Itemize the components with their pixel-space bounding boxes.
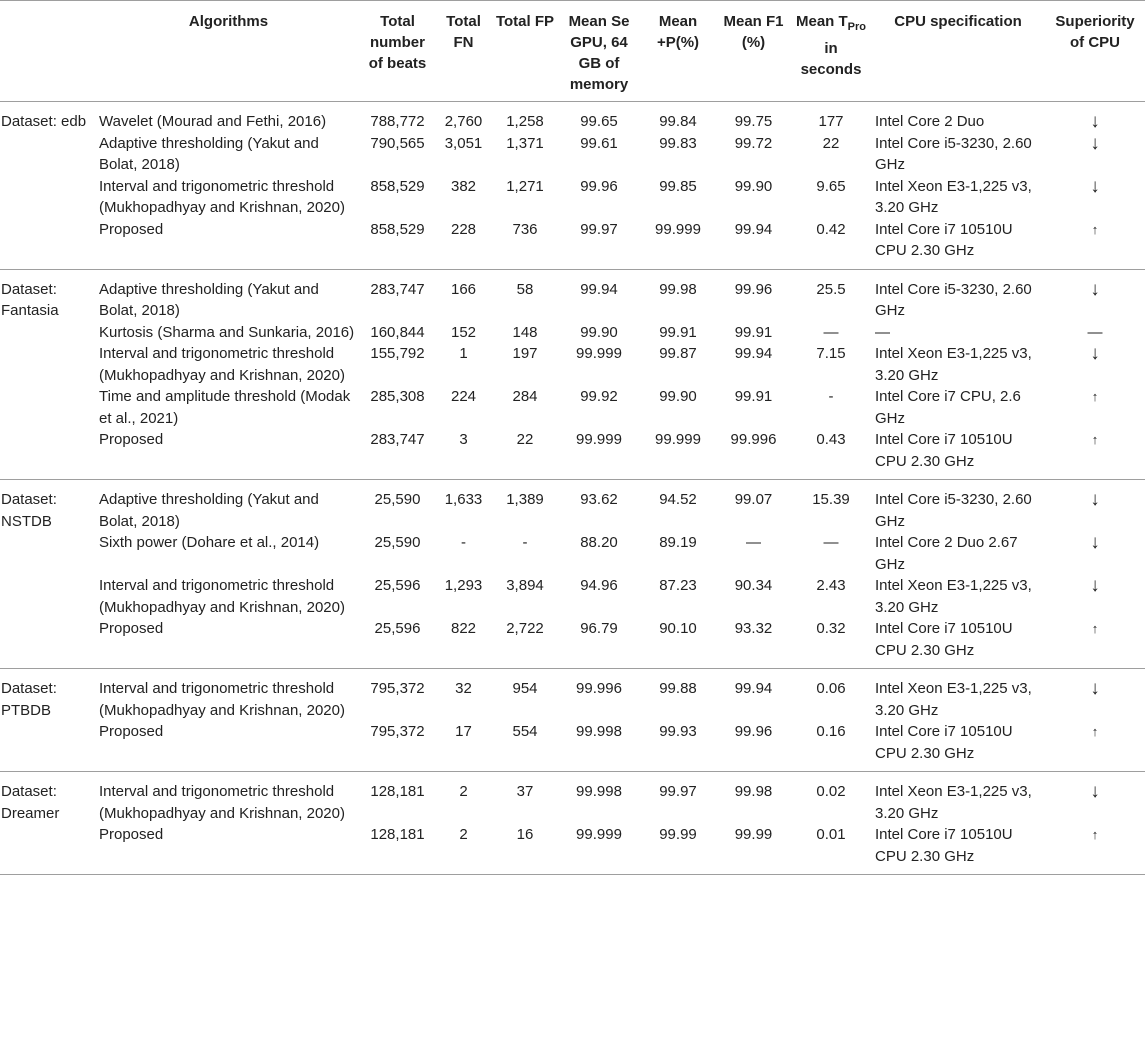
mean-tpro-cell: 0.01 bbox=[816, 826, 846, 843]
mean-se-cell: 99.999 bbox=[576, 826, 622, 843]
cpu-spec-cell: Intel Xeon E3-1,225 v3, 3.20 GHz bbox=[875, 577, 1032, 616]
total-beats-cell: 128,181 bbox=[370, 783, 425, 800]
cpu-spec-cell: Intel Core i7 10510U CPU 2.30 GHz bbox=[875, 826, 1013, 865]
total-fp-cell: 22 bbox=[516, 431, 534, 448]
dataset-label bbox=[0, 386, 97, 429]
superiority-cell: ↑ bbox=[1091, 724, 1099, 739]
cpu-spec-cell: Intel Core i7 10510U CPU 2.30 GHz bbox=[875, 220, 1013, 259]
mean-p-cell: 99.97 bbox=[659, 783, 697, 800]
table-row bbox=[0, 824, 1145, 875]
mean-f1-cell: 93.32 bbox=[734, 620, 773, 637]
mean-tpro-cell: 22 bbox=[822, 134, 840, 152]
table-row bbox=[0, 176, 1145, 219]
superiority-cell: — bbox=[1087, 323, 1103, 341]
cpu-spec-cell: Intel Core i7 10510U CPU 2.30 GHz bbox=[875, 620, 1013, 659]
mean-p-cell: 99.84 bbox=[659, 113, 697, 130]
total-fn-cell: 2 bbox=[459, 783, 468, 800]
total-beats-cell: 160,844 bbox=[370, 323, 425, 341]
mean-tpro-cell: 177 bbox=[818, 113, 844, 130]
total-fn-cell: 228 bbox=[450, 220, 477, 238]
dataset-label bbox=[0, 133, 97, 176]
total-beats-cell: 25,596 bbox=[374, 620, 421, 637]
total-fp-cell: 2,722 bbox=[506, 620, 544, 637]
mean-f1-cell: 90.34 bbox=[734, 577, 773, 594]
table-row bbox=[0, 772, 1145, 825]
mean-p-cell: 99.99 bbox=[659, 826, 697, 843]
superiority-cell: ↓ bbox=[1090, 575, 1100, 596]
algorithm-cell: Interval and trigonometric threshold (Mukhopadhyay and Krishnan, 2020) bbox=[99, 577, 345, 616]
mean-p-cell: 99.87 bbox=[659, 345, 697, 362]
cpu-spec-cell: — bbox=[875, 323, 890, 341]
dataset-group bbox=[0, 772, 1145, 875]
header-superiority: Superiority of CPU bbox=[1055, 13, 1135, 51]
algorithm-cell: Proposed bbox=[99, 220, 164, 238]
cpu-spec-cell: Intel Xeon E3-1,225 v3, 3.20 GHz bbox=[875, 345, 1032, 384]
cpu-spec-cell: Intel Core i5-3230, 2.60 GHz bbox=[875, 280, 1032, 319]
total-beats-cell: 285,308 bbox=[370, 388, 425, 405]
total-beats-cell: 25,590 bbox=[374, 534, 421, 551]
total-fp-cell: 736 bbox=[512, 220, 538, 238]
mean-se-cell: 99.999 bbox=[576, 431, 622, 448]
mean-tpro-cell: 0.32 bbox=[816, 620, 846, 637]
total-fn-cell: 32 bbox=[455, 680, 472, 697]
header-mean-tpro-unit: in seconds bbox=[800, 40, 862, 78]
mean-se-cell: 88.20 bbox=[580, 534, 618, 551]
mean-se-cell: 99.90 bbox=[580, 323, 618, 341]
mean-tpro-cell: - bbox=[828, 388, 834, 405]
mean-se-cell: 99.996 bbox=[576, 680, 622, 697]
mean-se-cell: 99.97 bbox=[580, 220, 618, 238]
total-fn-cell: 382 bbox=[450, 177, 477, 195]
mean-f1-cell: 99.96 bbox=[734, 280, 773, 298]
mean-p-cell: 99.999 bbox=[655, 220, 701, 238]
mean-f1-cell: 99.72 bbox=[734, 134, 773, 152]
dataset-label bbox=[0, 429, 97, 480]
table-row bbox=[0, 721, 1145, 772]
dataset-label: Dataset: Fantasia bbox=[1, 280, 59, 319]
total-fp-cell: 3,894 bbox=[506, 577, 544, 594]
algorithm-cell: Adaptive thresholding (Yakut and Bolat, 2018) bbox=[99, 280, 319, 319]
mean-se-cell: 94.96 bbox=[580, 577, 618, 594]
mean-p-cell: 87.23 bbox=[659, 577, 697, 594]
cpu-spec-cell: Intel Xeon E3-1,225 v3, 3.20 GHz bbox=[875, 680, 1032, 719]
total-beats-cell: 795,372 bbox=[370, 723, 425, 740]
mean-p-cell: 94.52 bbox=[659, 491, 697, 508]
total-beats-cell: 790,565 bbox=[370, 134, 425, 152]
header-mean-se: Mean Se GPU, 64 GB of memory bbox=[568, 13, 630, 93]
header-cpu: CPU specification bbox=[894, 13, 1022, 30]
mean-p-cell: 89.19 bbox=[659, 534, 697, 551]
mean-se-cell: 99.92 bbox=[580, 388, 618, 405]
superiority-cell: ↓ bbox=[1090, 678, 1100, 699]
mean-se-cell: 96.79 bbox=[580, 620, 618, 637]
cpu-spec-cell: Intel Core 2 Duo 2.67 GHz bbox=[875, 534, 1018, 573]
mean-tpro-cell: 9.65 bbox=[816, 177, 846, 195]
total-fp-cell: 554 bbox=[512, 723, 538, 740]
total-fn-cell: 2,760 bbox=[444, 113, 483, 130]
mean-f1-cell: 99.96 bbox=[734, 723, 773, 740]
total-fn-cell: 3 bbox=[459, 431, 468, 448]
total-fn-cell: 152 bbox=[450, 323, 477, 341]
mean-p-cell: 99.88 bbox=[659, 680, 697, 697]
algorithm-cell: Interval and trigonometric threshold (Mukhopadhyay and Krishnan, 2020) bbox=[99, 680, 345, 719]
mean-p-cell: 99.83 bbox=[659, 134, 697, 152]
cpu-spec-cell: Intel Core 2 Duo bbox=[875, 113, 985, 130]
superiority-cell: ↑ bbox=[1091, 621, 1099, 636]
algorithm-cell: Proposed bbox=[99, 826, 164, 843]
table-row bbox=[0, 575, 1145, 618]
total-beats-cell: 128,181 bbox=[370, 826, 425, 843]
dataset-label bbox=[0, 618, 97, 669]
header-mean-tpro-main: Mean T bbox=[795, 13, 848, 30]
total-fp-cell: 1,371 bbox=[506, 134, 544, 152]
total-fp-cell: - bbox=[522, 534, 528, 551]
dataset-group bbox=[0, 102, 1145, 270]
table-row bbox=[0, 269, 1145, 322]
cpu-spec-cell: Intel Core i7 10510U CPU 2.30 GHz bbox=[875, 723, 1013, 762]
superiority-cell: ↓ bbox=[1090, 111, 1100, 132]
superiority-cell: ↑ bbox=[1091, 827, 1099, 842]
superiority-cell: ↓ bbox=[1090, 278, 1100, 300]
total-fp-cell: 1,389 bbox=[506, 491, 544, 508]
cpu-spec-cell: Intel Core i7 CPU, 2.6 GHz bbox=[875, 388, 1021, 427]
mean-p-cell: 99.90 bbox=[659, 388, 697, 405]
total-fp-cell: 1,271 bbox=[506, 177, 544, 195]
superiority-cell: ↑ bbox=[1091, 389, 1099, 404]
table-row bbox=[0, 102, 1145, 133]
mean-tpro-cell: 25.5 bbox=[816, 280, 846, 298]
algorithm-cell: Interval and trigonometric threshold (Mukhopadhyay and Krishnan, 2020) bbox=[99, 783, 345, 822]
algorithm-cell: Kurtosis (Sharma and Sunkaria, 2016) bbox=[99, 323, 355, 341]
cpu-spec-cell: Intel Core i5-3230, 2.60 GHz bbox=[875, 134, 1032, 173]
mean-se-cell: 99.998 bbox=[576, 723, 622, 740]
algorithm-cell: Wavelet (Mourad and Fethi, 2016) bbox=[99, 113, 327, 130]
algorithm-cell: Interval and trigonometric threshold (Mukhopadhyay and Krishnan, 2020) bbox=[99, 345, 345, 384]
mean-tpro-cell: 2.43 bbox=[816, 577, 846, 594]
dataset-label bbox=[0, 824, 97, 875]
algorithm-cell: Proposed bbox=[99, 723, 164, 740]
superiority-cell: ↑ bbox=[1091, 221, 1099, 237]
mean-f1-cell: 99.91 bbox=[734, 323, 773, 341]
total-fn-cell: 3,051 bbox=[444, 134, 483, 152]
algorithm-cell: Proposed bbox=[99, 431, 164, 448]
total-fp-cell: 58 bbox=[516, 280, 534, 298]
total-fn-cell: 1,293 bbox=[444, 577, 483, 594]
dataset-group bbox=[0, 669, 1145, 772]
table-row bbox=[0, 429, 1145, 480]
total-fp-cell: 16 bbox=[516, 826, 534, 843]
dataset-label bbox=[0, 343, 97, 386]
table-row bbox=[0, 386, 1145, 429]
mean-se-cell: 99.61 bbox=[580, 134, 618, 152]
total-beats-cell: 25,590 bbox=[374, 491, 421, 508]
dataset-group bbox=[0, 269, 1145, 480]
algorithm-cell: Proposed bbox=[99, 620, 164, 637]
total-beats-cell: 795,372 bbox=[370, 680, 425, 697]
cpu-spec-cell: Intel Xeon E3-1,225 v3, 3.20 GHz bbox=[875, 783, 1032, 822]
total-fn-cell: 822 bbox=[450, 620, 477, 637]
cpu-spec-cell: Intel Core i5-3230, 2.60 GHz bbox=[875, 491, 1032, 530]
mean-se-cell: 99.998 bbox=[576, 783, 622, 800]
total-fn-cell: 2 bbox=[459, 826, 468, 843]
dataset-label: Dataset: edb bbox=[1, 113, 87, 130]
mean-se-cell: 99.94 bbox=[580, 280, 618, 298]
mean-tpro-cell: 15.39 bbox=[812, 491, 850, 508]
total-beats-cell: 155,792 bbox=[370, 345, 425, 362]
superiority-cell: ↓ bbox=[1090, 489, 1100, 510]
total-fn-cell: 224 bbox=[450, 388, 477, 405]
total-fp-cell: 37 bbox=[516, 783, 534, 800]
total-fp-cell: 197 bbox=[512, 345, 538, 362]
mean-tpro-cell: — bbox=[823, 323, 839, 341]
mean-f1-cell: 99.94 bbox=[734, 680, 773, 697]
mean-f1-cell: 99.996 bbox=[730, 431, 777, 448]
mean-se-cell: 99.65 bbox=[580, 113, 618, 130]
table-row bbox=[0, 618, 1145, 669]
mean-tpro-cell: 7.15 bbox=[816, 345, 846, 362]
total-fn-cell: 1 bbox=[459, 345, 468, 362]
total-fn-cell: 1,633 bbox=[444, 491, 483, 508]
mean-f1-cell: 99.75 bbox=[734, 113, 773, 130]
superiority-cell: ↓ bbox=[1090, 175, 1100, 197]
mean-se-cell: 99.999 bbox=[576, 345, 622, 362]
mean-tpro-cell: 0.06 bbox=[816, 680, 846, 697]
mean-se-cell: 93.62 bbox=[580, 491, 618, 508]
header-mean-f1: Mean F1 (%) bbox=[723, 13, 784, 51]
table-row bbox=[0, 219, 1145, 270]
total-fp-cell: 284 bbox=[512, 388, 538, 405]
table-row bbox=[0, 133, 1145, 176]
table-row bbox=[0, 322, 1145, 344]
dataset-group bbox=[0, 480, 1145, 669]
mean-f1-cell: — bbox=[746, 534, 761, 551]
superiority-cell: ↓ bbox=[1090, 781, 1100, 802]
mean-p-cell: 99.93 bbox=[659, 723, 697, 740]
table-row bbox=[0, 669, 1145, 722]
table-row bbox=[0, 480, 1145, 533]
total-fp-cell: 148 bbox=[512, 323, 538, 341]
mean-f1-cell: 99.91 bbox=[734, 388, 773, 405]
header-algorithms: Algorithms bbox=[188, 13, 269, 30]
mean-f1-cell: 99.07 bbox=[734, 491, 773, 508]
superiority-cell: ↑ bbox=[1091, 432, 1099, 447]
cpu-spec-cell: Intel Xeon E3-1,225 v3, 3.20 GHz bbox=[875, 177, 1032, 216]
mean-tpro-cell: 0.02 bbox=[816, 783, 846, 800]
dataset-label: Dataset: Dreamer bbox=[1, 783, 60, 822]
algorithm-cell: Interval and trigonometric threshold (Mukhopadhyay and Krishnan, 2020) bbox=[99, 177, 345, 216]
mean-p-cell: 99.98 bbox=[659, 280, 697, 298]
mean-f1-cell: 99.90 bbox=[734, 177, 773, 195]
dataset-label: Dataset: PTBDB bbox=[1, 680, 57, 719]
algorithm-cell: Adaptive thresholding (Yakut and Bolat, 2018) bbox=[99, 134, 319, 173]
total-beats-cell: 283,747 bbox=[370, 431, 425, 448]
superiority-cell: ↓ bbox=[1090, 343, 1100, 364]
dataset-label bbox=[0, 176, 97, 219]
table-row bbox=[0, 532, 1145, 575]
dataset-label bbox=[0, 532, 97, 575]
header-mean-tpro bbox=[791, 1, 871, 102]
total-fn-cell: - bbox=[461, 534, 466, 551]
mean-f1-cell: 99.94 bbox=[734, 220, 773, 238]
mean-tpro-cell: — bbox=[823, 534, 839, 551]
total-beats-cell: 788,772 bbox=[370, 113, 425, 130]
algorithm-cell: Time and amplitude threshold (Modak et al., 2021) bbox=[99, 388, 351, 427]
mean-p-cell: 99.91 bbox=[659, 323, 697, 341]
header-total-fp: Total FP bbox=[495, 13, 555, 30]
algorithm-cell: Sixth power (Dohare et al., 2014) bbox=[99, 534, 320, 551]
table-row bbox=[0, 343, 1145, 386]
algorithm-cell: Adaptive thresholding (Yakut and Bolat, 2018) bbox=[99, 491, 319, 530]
mean-se-cell: 99.96 bbox=[580, 177, 618, 195]
superiority-cell: ↓ bbox=[1090, 132, 1100, 154]
mean-tpro-cell: 0.43 bbox=[816, 431, 846, 448]
total-beats-cell: 858,529 bbox=[370, 220, 425, 238]
dataset-label bbox=[0, 575, 97, 618]
header-mean-p: Mean +P(%) bbox=[656, 13, 700, 51]
dataset-label bbox=[0, 219, 97, 270]
header-dataset bbox=[0, 1, 97, 102]
mean-tpro-cell: 0.42 bbox=[816, 220, 846, 238]
header-total-beats: Total number of beats bbox=[368, 13, 427, 72]
mean-f1-cell: 99.98 bbox=[734, 783, 773, 800]
total-beats-cell: 25,596 bbox=[374, 577, 421, 594]
total-beats-cell: 858,529 bbox=[370, 177, 425, 195]
mean-f1-cell: 99.99 bbox=[734, 826, 773, 843]
dataset-label bbox=[0, 721, 97, 772]
dataset-label bbox=[0, 322, 97, 344]
header-mean-tpro-sub: Pro bbox=[847, 21, 867, 33]
total-fp-cell: 954 bbox=[512, 680, 538, 697]
dataset-label: Dataset: NSTDB bbox=[1, 491, 57, 530]
total-fn-cell: 166 bbox=[450, 280, 477, 298]
mean-f1-cell: 99.94 bbox=[734, 345, 773, 362]
mean-p-cell: 90.10 bbox=[659, 620, 697, 637]
cpu-spec-cell: Intel Core i7 10510U CPU 2.30 GHz bbox=[875, 431, 1013, 470]
total-fp-cell: 1,258 bbox=[506, 113, 544, 130]
total-beats-cell: 283,747 bbox=[370, 280, 425, 298]
superiority-cell: ↓ bbox=[1090, 532, 1100, 553]
mean-p-cell: 99.85 bbox=[659, 177, 697, 195]
table-header bbox=[0, 1, 1145, 102]
mean-tpro-cell: 0.16 bbox=[816, 723, 846, 740]
header-total-fn: Total FN bbox=[446, 13, 481, 51]
mean-p-cell: 99.999 bbox=[655, 431, 701, 448]
total-fn-cell: 17 bbox=[455, 723, 472, 740]
